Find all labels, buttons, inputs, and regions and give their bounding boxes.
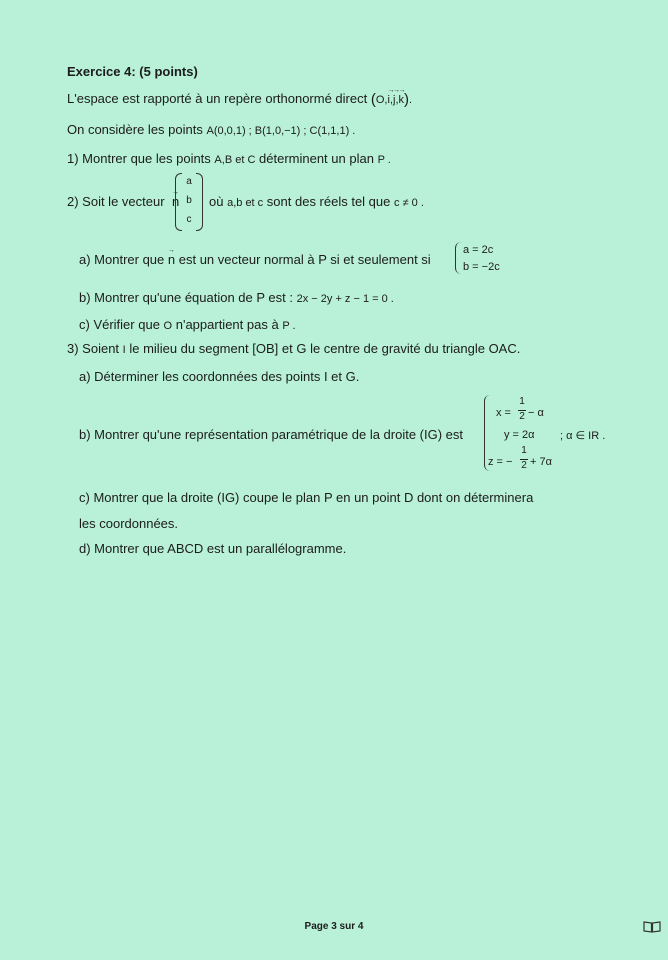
component-a: a xyxy=(186,176,192,187)
condition-c: c ≠ 0 . xyxy=(394,197,424,209)
question-2b xyxy=(79,290,394,307)
question-2c xyxy=(79,317,296,334)
statement-text: L'espace est rapporté à un repère orthonormé direct xyxy=(67,91,368,106)
question-text: est un vecteur normal à P si et seulement si xyxy=(178,252,431,267)
system-a-b xyxy=(455,242,525,276)
equation-y: y = 2α xyxy=(504,429,535,441)
parameter-domain: ; α ∈ IR . xyxy=(560,430,606,442)
question-3d: d) Montrer que ABCD est un parallélogramme. xyxy=(79,541,347,556)
question-2-rest xyxy=(209,194,424,211)
book-icon xyxy=(643,921,661,933)
fraction-numerator: 1 xyxy=(521,445,527,456)
question-3b: b) Montrer qu'une représentation paramétrique de la droite (IG) est xyxy=(79,427,464,442)
question-text: n'appartient pas à xyxy=(175,317,279,332)
statement-line-1: L'espace est rapporté à un repère orthonormé direct (O,→ i,→ j,→ k). xyxy=(67,91,412,108)
question-text: sont des réels tel que xyxy=(266,194,391,209)
vector-n: → n xyxy=(172,194,179,210)
math-inline: O xyxy=(163,320,173,332)
math-inline: P . xyxy=(282,320,296,332)
component-b: b xyxy=(186,195,192,206)
page-number: Page 3 sur 4 xyxy=(304,921,364,932)
question-text: 3) Soient xyxy=(67,341,120,356)
question-text: a) Montrer que xyxy=(79,252,165,267)
points-definition: A(0,0,1) ; B(1,0,−1) ; C(1,1,1) . xyxy=(206,125,356,137)
question-2-intro xyxy=(67,194,165,210)
component-c: c xyxy=(186,214,192,225)
question-text: le milieu du segment xyxy=(129,341,249,356)
question-text: où xyxy=(209,194,224,209)
fraction-denominator: 2 xyxy=(521,460,527,471)
equation-x-rhs: − α xyxy=(528,407,544,419)
question-1 xyxy=(67,151,391,168)
question-text: le centre de gravité du triangle OAC. xyxy=(310,341,521,356)
math-inline: a,b et c xyxy=(227,197,264,209)
segment-ob: [OB] xyxy=(252,341,279,356)
equation-z-lhs: z = − xyxy=(488,456,513,468)
question-3-intro xyxy=(67,341,520,358)
question-3c-line1: c) Montrer que la droite (IG) coupe le plan P en un point D dont on déterminera xyxy=(79,490,534,505)
fraction-numerator: 1 xyxy=(519,396,525,407)
equation-z-rhs: + 7α xyxy=(530,456,552,468)
question-text: 2) Soit le vecteur xyxy=(67,194,165,209)
question-text: c) Vérifier que xyxy=(79,317,160,332)
vector-components xyxy=(175,173,203,231)
question-text: 1) Montrer que les points xyxy=(67,151,211,166)
math-inline: A,B et C xyxy=(214,154,256,166)
math-inline: P . xyxy=(377,154,391,166)
plane-equation: 2x − 2y + z − 1 = 0 . xyxy=(296,293,394,305)
question-3a: a) Déterminer les coordonnées des points I et G. xyxy=(79,369,360,384)
question-text: b) Montrer qu'une équation de P est : xyxy=(79,290,293,305)
question-text: et xyxy=(281,341,293,356)
math-inline: G xyxy=(296,341,307,356)
question-text: déterminent un plan xyxy=(259,151,374,166)
frame-notation: (O,→ i,→ j,→ k) xyxy=(371,91,409,106)
equation-b: b = −2c xyxy=(463,261,500,273)
equation-x-lhs: x = xyxy=(496,407,511,419)
question-2a xyxy=(79,252,431,268)
fraction-denominator: 2 xyxy=(519,411,525,422)
parametric-system xyxy=(484,395,554,473)
math-inline: I xyxy=(122,344,126,356)
question-3c-line2: les coordonnées. xyxy=(79,516,179,531)
exercise-title: Exercice 4: (5 points) xyxy=(67,64,198,79)
vector-n: → n xyxy=(168,252,175,268)
statement-line-2 xyxy=(67,122,355,139)
equation-a: a = 2c xyxy=(463,244,494,256)
statement-text: On considère les points xyxy=(67,122,203,137)
